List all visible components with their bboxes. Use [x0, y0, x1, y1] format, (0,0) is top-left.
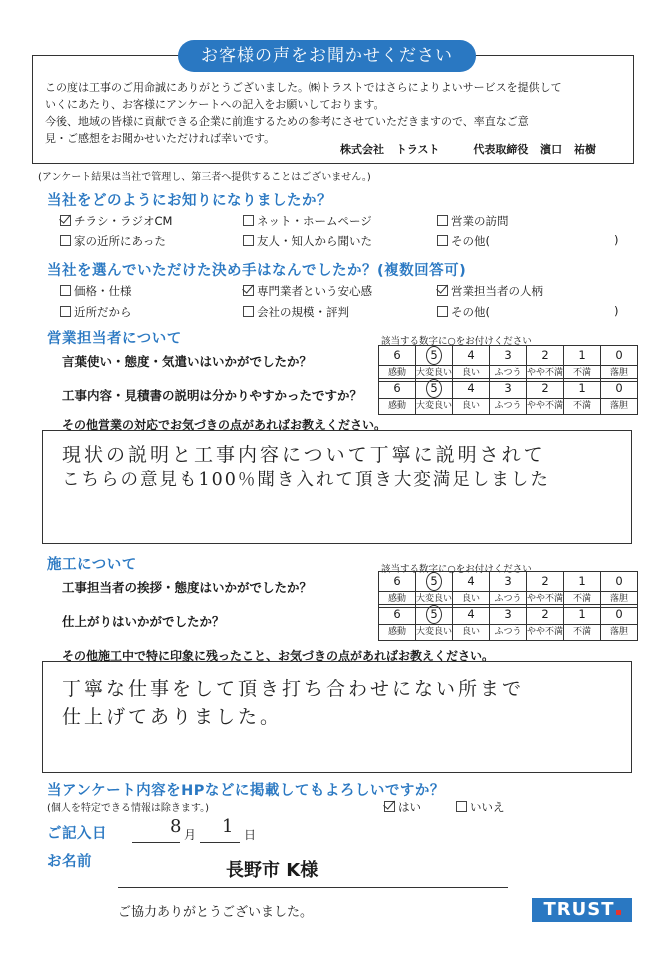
- intro-line: 今後、地域の皆様に貢献できる企業に前進するための参考にさせていただきますので、率直なご意: [45, 115, 529, 128]
- rating-cell[interactable]: [416, 379, 453, 399]
- rating-label: 感動: [379, 592, 416, 608]
- checkbox[interactable]: [243, 306, 254, 317]
- ceo-name: 代表取締役 濱口 祐樹: [473, 143, 597, 156]
- rating-label: 良い: [453, 592, 490, 608]
- name-label: お名前: [47, 854, 92, 870]
- q2-option[interactable]: 価格・仕様: [60, 283, 132, 299]
- rating-label: 大変良い: [416, 399, 453, 415]
- q2-option[interactable]: 営業担当者の人柄: [437, 283, 543, 299]
- intro-text: [45, 79, 625, 147]
- rating-cell[interactable]: 3: [490, 379, 527, 399]
- q1-option[interactable]: ネット・ホームページ: [243, 213, 372, 229]
- intro-line: 見・ご感想をお聞かせいただければ幸いです。: [45, 132, 276, 145]
- rating-cell[interactable]: 2: [527, 346, 564, 366]
- rating-label: 大変良い: [416, 366, 453, 382]
- checkbox[interactable]: [437, 235, 448, 246]
- rating-cell[interactable]: 1: [564, 605, 601, 625]
- rating-label: 大変良い: [416, 625, 453, 641]
- rating-label: 良い: [453, 366, 490, 382]
- rating-cell[interactable]: [416, 346, 453, 366]
- sales-comment-prompt: その他営業の対応でお気づきの点があればお教えください。: [62, 418, 387, 432]
- rating-label: ふつう: [490, 399, 527, 415]
- rating-cell[interactable]: 6: [379, 379, 416, 399]
- rating-cell[interactable]: 0: [601, 572, 638, 592]
- rating-label: 感動: [379, 366, 416, 382]
- publish-yes-option[interactable]: はい: [384, 799, 421, 815]
- checkbox[interactable]: [456, 801, 467, 812]
- question-estimate: 工事内容・見積書の説明は分かりやすかったですか？: [62, 388, 363, 403]
- rating-label: やや不満: [527, 625, 564, 641]
- construction-title: 施工について: [47, 557, 137, 573]
- checkbox-checked[interactable]: [384, 801, 395, 812]
- sales-comment-line: こちらの意見も100％聞き入れて頂き大変満足しました: [62, 470, 550, 490]
- rating-cell[interactable]: 1: [564, 572, 601, 592]
- rating-label: 落胆: [601, 399, 638, 415]
- rating-hint: 該当する数字に○をお付けください: [381, 564, 532, 575]
- rating-cell[interactable]: [416, 572, 453, 592]
- selected-rating-circle: 5: [426, 379, 442, 398]
- q1-option[interactable]: 家の近所にあった: [60, 233, 166, 249]
- checkbox-checked[interactable]: [437, 285, 448, 296]
- trust-logo: TRUST: [532, 898, 632, 922]
- company-name: 株式会社 トラスト: [340, 143, 440, 156]
- disclaimer: (アンケート結果は当社で管理し、第三者へ提供することはございません。): [38, 172, 371, 183]
- rating-label: 落胆: [601, 625, 638, 641]
- rating-cell[interactable]: 2: [527, 605, 564, 625]
- rating-cell[interactable]: 2: [527, 572, 564, 592]
- paren-close: ): [614, 233, 619, 247]
- rating-cell[interactable]: 6: [379, 572, 416, 592]
- sales-title: 営業担当者について: [47, 331, 182, 347]
- date-month-value[interactable]: 8: [170, 816, 185, 837]
- construction-comment-line: 丁寧な仕事をして頂き打ち合わせにない所まで: [62, 678, 525, 700]
- rating-labels: [379, 625, 638, 641]
- rating-hint: 該当する数字に○をお付けください: [381, 336, 532, 347]
- rating-cell[interactable]: 0: [601, 379, 638, 399]
- rating-label: 不満: [564, 592, 601, 608]
- rating-cell[interactable]: 0: [601, 346, 638, 366]
- selected-rating-circle: 5: [426, 605, 442, 624]
- page-title: お客様の声をお聞かせください: [178, 40, 476, 72]
- selected-rating-circle: 5: [426, 346, 442, 365]
- checkbox[interactable]: [437, 306, 448, 317]
- checkbox[interactable]: [437, 215, 448, 226]
- publish-note: (個人を特定できる情報は除きます。): [47, 803, 210, 814]
- intro-line: この度は工事のご用命誠にありがとうございました。㈱トラストではさらによりよいサービスを提供して: [45, 81, 562, 94]
- checkbox[interactable]: [243, 235, 254, 246]
- checkbox[interactable]: [60, 306, 71, 317]
- rating-label: ふつう: [490, 366, 527, 382]
- rating-cell[interactable]: 4: [453, 605, 490, 625]
- checkbox-checked[interactable]: [243, 285, 254, 296]
- rating-numbers: [379, 572, 638, 592]
- construction-comment-line: 仕上げてありました。: [62, 706, 283, 728]
- thanks-text: ご協力ありがとうございました。: [118, 905, 314, 920]
- date-day-value[interactable]: 1: [222, 816, 237, 837]
- rating-label: ふつう: [490, 592, 527, 608]
- q1-option[interactable]: 友人・知人から聞いた: [243, 233, 372, 249]
- checkbox[interactable]: [60, 235, 71, 246]
- rating-label: やや不満: [527, 366, 564, 382]
- rating-label: 感動: [379, 625, 416, 641]
- rating-cell[interactable]: 4: [453, 379, 490, 399]
- rating-table-estimate: [378, 378, 638, 415]
- rating-cell[interactable]: 0: [601, 605, 638, 625]
- rating-label: 不満: [564, 625, 601, 641]
- publish-title: 当アンケート内容をHPなどに掲載してもよろしいですか？: [47, 783, 445, 799]
- q1-option[interactable]: 営業の訪問: [437, 213, 509, 229]
- rating-label: 落胆: [601, 592, 638, 608]
- date-label: ご記入日: [47, 826, 107, 842]
- checkbox[interactable]: [243, 215, 254, 226]
- rating-numbers: [379, 379, 638, 399]
- selected-rating-circle: 5: [426, 572, 442, 591]
- rating-cell[interactable]: 3: [490, 605, 527, 625]
- rating-cell[interactable]: 6: [379, 605, 416, 625]
- question-finish: 仕上がりはいかがでしたか？: [62, 614, 225, 629]
- rating-cell[interactable]: 3: [490, 346, 527, 366]
- rating-cell[interactable]: 4: [453, 346, 490, 366]
- q1-option[interactable]: チラシ・ラジオCM: [60, 213, 172, 229]
- rating-label: 大変良い: [416, 592, 453, 608]
- rating-label: 不満: [564, 399, 601, 415]
- rating-table-language: [378, 345, 638, 382]
- rating-table-greeting: [378, 571, 638, 608]
- rating-cell[interactable]: 1: [564, 379, 601, 399]
- rating-cell[interactable]: [416, 605, 453, 625]
- rating-label: 良い: [453, 625, 490, 641]
- q1-option[interactable]: その他(: [437, 233, 490, 249]
- rating-numbers: [379, 346, 638, 366]
- name-value[interactable]: 長野市 K様: [226, 860, 319, 881]
- date-day-line: [200, 842, 240, 843]
- rating-labels: [379, 399, 638, 415]
- rating-cell[interactable]: 1: [564, 346, 601, 366]
- rating-label: ふつう: [490, 625, 527, 641]
- sales-comment-line: 現状の説明と工事内容について丁寧に説明されて: [62, 444, 546, 466]
- question-language: 言葉使い・態度・気遣いはいかがでしたか？: [62, 354, 313, 369]
- rating-cell[interactable]: 2: [527, 379, 564, 399]
- rating-label: やや不満: [527, 399, 564, 415]
- checkbox[interactable]: [60, 285, 71, 296]
- q2-option[interactable]: その他(: [437, 304, 490, 320]
- rating-table-finish: [378, 604, 638, 641]
- q1-title: 当社をどのようにお知りになりましたか？: [47, 193, 332, 209]
- rating-label: 不満: [564, 366, 601, 382]
- rating-label: 良い: [453, 399, 490, 415]
- publish-no-option[interactable]: いいえ: [456, 799, 505, 815]
- name-line: [118, 887, 508, 888]
- rating-cell[interactable]: 3: [490, 572, 527, 592]
- q2-option[interactable]: 会社の規模・評判: [243, 304, 349, 320]
- rating-cell[interactable]: 6: [379, 346, 416, 366]
- signature: [340, 141, 596, 157]
- rating-numbers: [379, 605, 638, 625]
- date-month-unit: 月: [184, 828, 197, 842]
- paren-close: ): [614, 304, 619, 318]
- rating-label: やや不満: [527, 592, 564, 608]
- rating-label: 落胆: [601, 366, 638, 382]
- construction-comment-prompt: その他施工中で特に印象に残ったこと、お気づきの点があればお教えください。: [62, 649, 495, 663]
- intro-line: いくにあたり、お客様にアンケートへの記入をお願いしております。: [45, 98, 385, 111]
- q2-title: 当社を選んでいただけた決め手はなんでしたか？(複数回答可): [47, 263, 467, 279]
- q2-option[interactable]: 近所だから: [60, 304, 132, 320]
- rating-cell[interactable]: 4: [453, 572, 490, 592]
- logo-dot: [616, 910, 621, 915]
- date-day-unit: 日: [244, 828, 257, 842]
- q2-option[interactable]: 専門業者という安心感: [243, 283, 372, 299]
- rating-label: 感動: [379, 399, 416, 415]
- question-greeting: 工事担当者の挨拶・態度はいかがでしたか？: [62, 580, 313, 595]
- date-month-line: [132, 842, 180, 843]
- checkbox-checked[interactable]: [60, 215, 71, 226]
